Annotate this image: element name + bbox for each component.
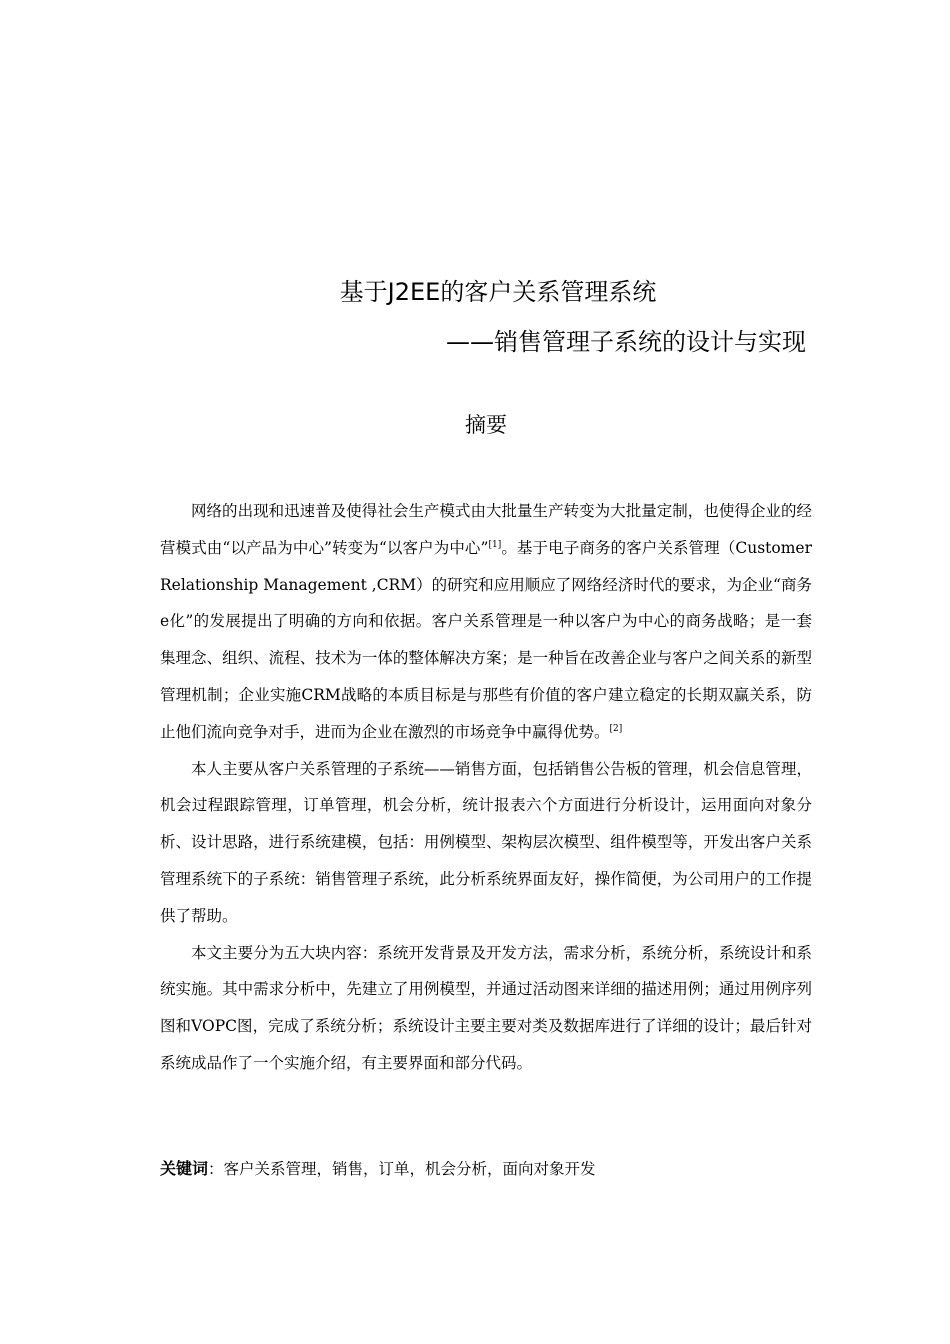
abstract-paragraph-3: 本文主要分为五大块内容：系统开发背景及开发方法，需求分析，系统分析，系统设计和系统实施。其中需求分析中，先建立了用例模型，并通过活动图来详细的描述用例；通过用例序列图和VOPC图，完成了系统分析；系统设计主要主要对类及数据库进行了详细的设计；最后针对系统成品作了一个实施介绍，有主要界面和部分代码。 <box>160 943 812 1072</box>
citation-ref-2[interactable]: [2] <box>609 723 623 734</box>
abstract-paragraph-1-part-2: 。基于电子商务的客户关系管理（Customer Relationship Management ,CRM）的研究和应用顺应了网络经济时代的要求，为企业“商务e化”的发展提出了明确的方向和依据。客户关系管理是一种以客户为中心的商务战略；是一套集理念、组织、流程、技术为一体的整体解决方案；是一种旨在改善企业与客户之间关系的新型管理机制；企业实施CRM战略的本质目标是与那些有价值的客户建立稳定的长期双赢关系，防止他们流向竞争对手，进而为企业在激烈的市场竞争中赢得优势。 <box>160 538 813 741</box>
keywords-text: 客户关系管理，销售，订单，机会分析，面向对象开发 <box>223 1160 596 1178</box>
abstract-paragraph-1 <box>160 493 812 751</box>
document-subtitle: ——销售管理子系统的设计与实现 <box>446 328 806 356</box>
keywords-separator: ： <box>208 1160 224 1178</box>
abstract-heading: 摘要 <box>465 413 507 437</box>
document-title: 基于J2EE的客户关系管理系统 <box>339 278 657 306</box>
abstract-paragraph-1-part-1: 网络的出现和迅速普及使得社会生产模式由大批量生产转变为大批量定制，也使得企业的经营模式由“以产品为中心”转变为“以客户为中心” <box>160 502 812 557</box>
citation-ref-1[interactable]: [1] <box>488 539 502 550</box>
abstract-paragraph-2: 本人主要从客户关系管理的子系统——销售方面，包括销售公告板的管理，机会信息管理，机会过程跟踪管理，订单管理，机会分析，统计报表六个方面进行分析设计，运用面向对象分析、设计思路，进行系统建模，包括：用例模型、架构层次模型、组件模型等，开发出客户关系管理系统下的子系统：销售管理子系统，此分析系统界面友好，操作简便，为公司用户的工作提供了帮助。 <box>160 759 812 925</box>
keywords-line <box>160 1154 820 1184</box>
keywords-label: 关键词 <box>160 1159 209 1178</box>
abstract-body <box>160 493 812 1082</box>
